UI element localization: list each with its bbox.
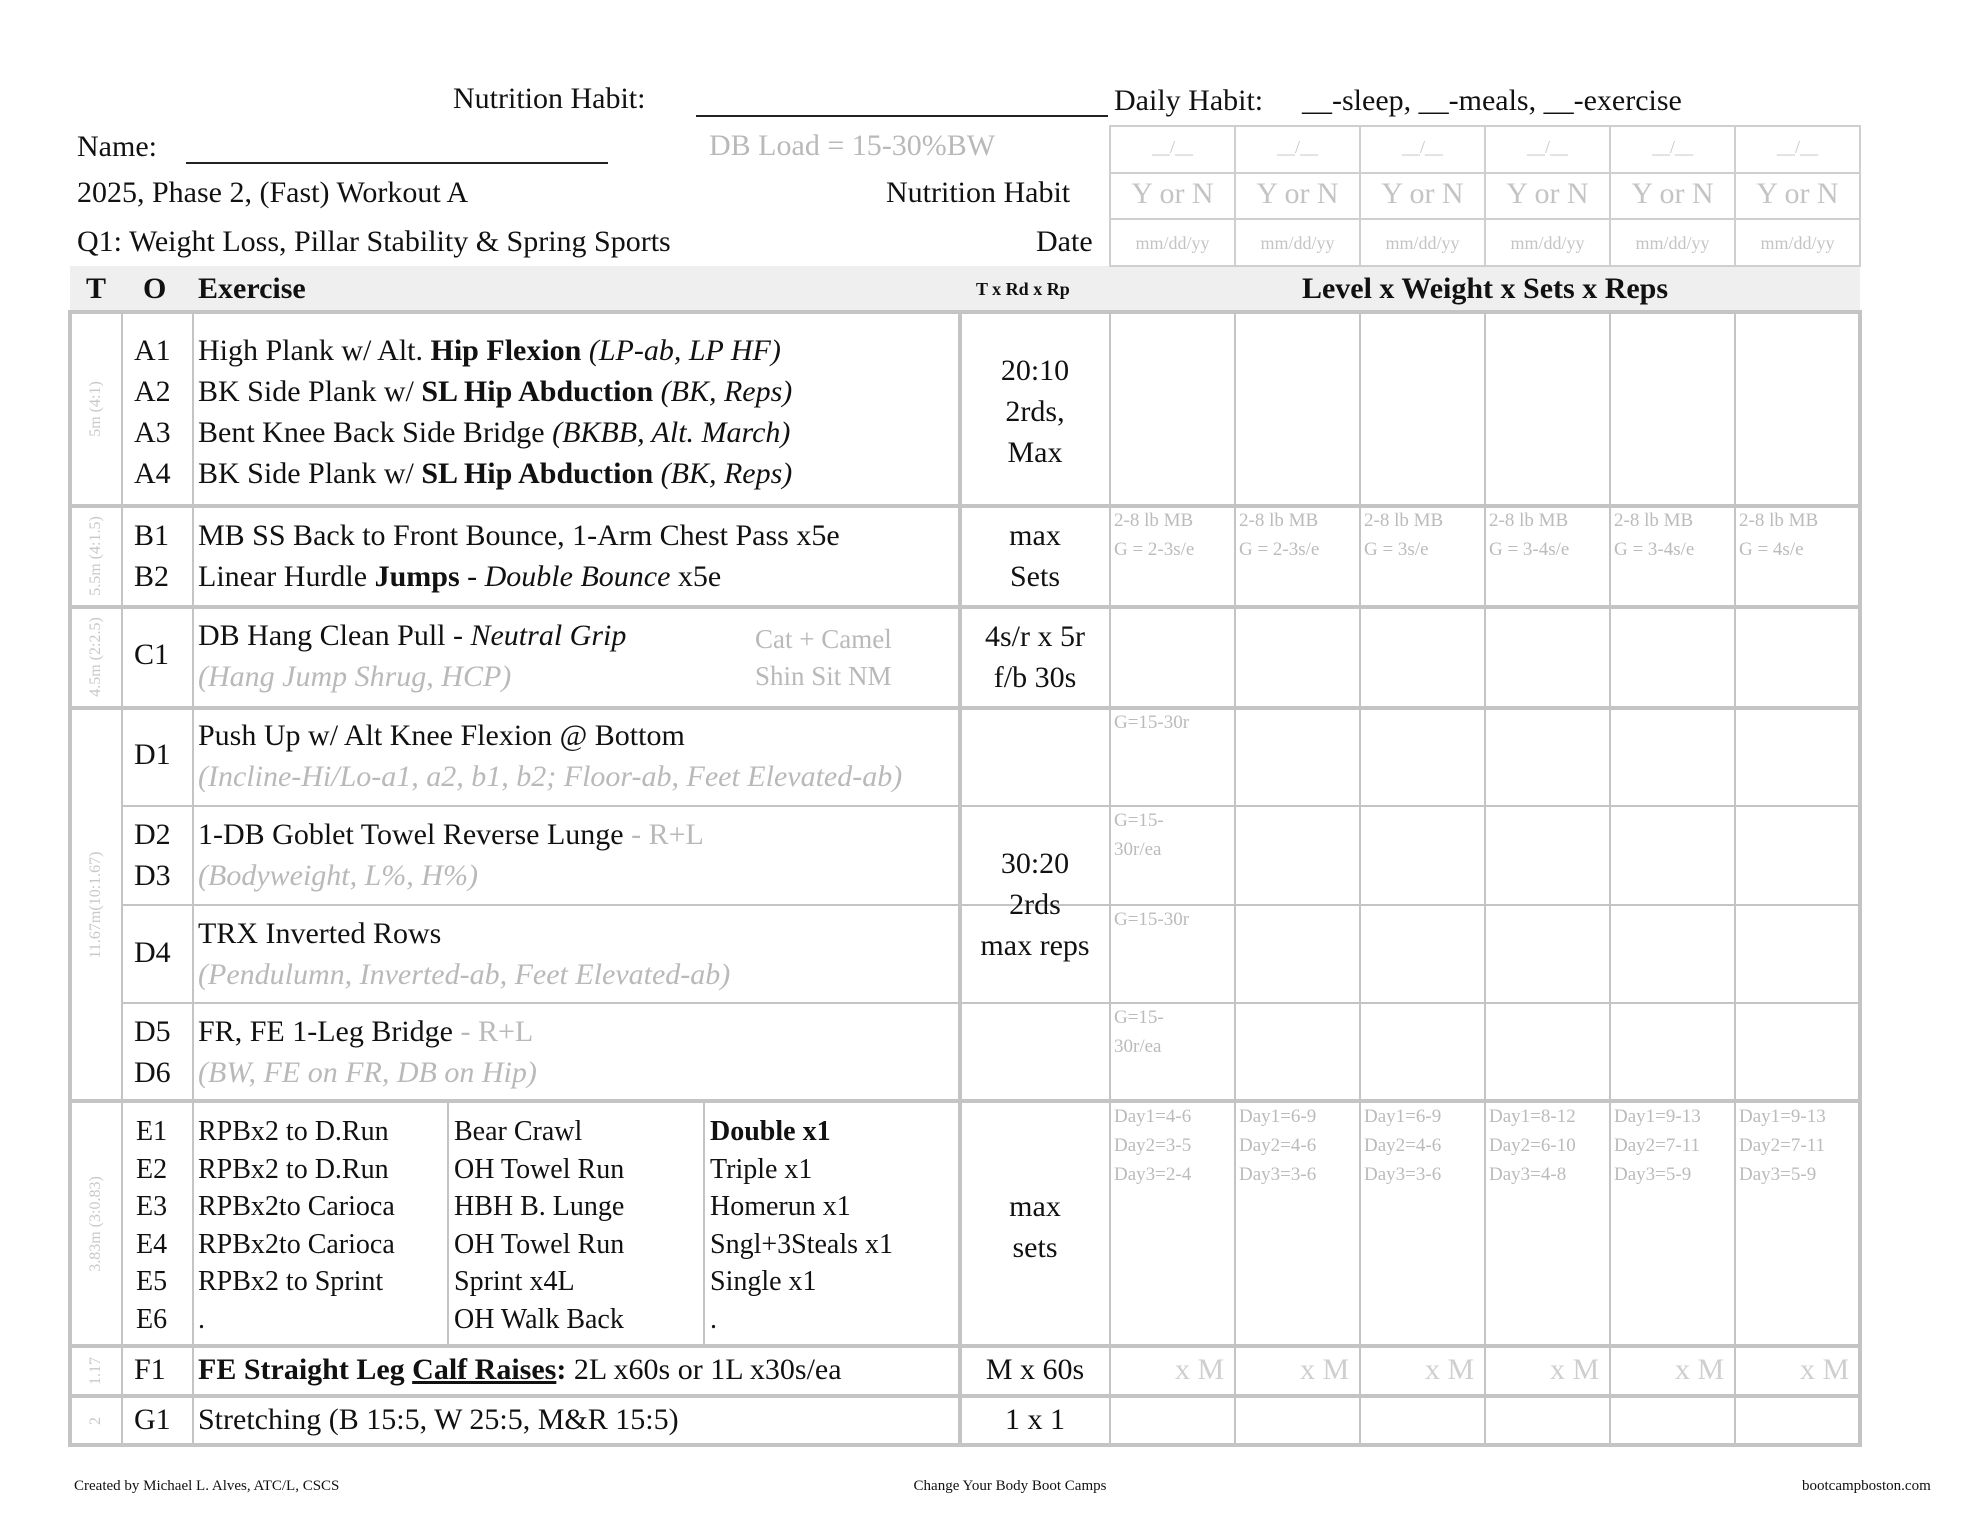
- footer-company: Change Your Body Boot Camps: [913, 1478, 1107, 1494]
- day3-date[interactable]: mm/dd/yy: [1385, 233, 1460, 253]
- d1-goal: G=15-30r: [1114, 712, 1190, 733]
- day5-yn[interactable]: Y or N: [1631, 177, 1714, 210]
- b-note-day3: 2-8 lb MB G = 3s/e: [1364, 510, 1444, 560]
- order-a3: A3: [134, 416, 171, 449]
- f-xm-day6[interactable]: x M: [1800, 1353, 1850, 1386]
- b-note-day4: 2-8 lb MB G = 3-4s/e: [1489, 510, 1570, 560]
- workout-title: 2025, Phase 2, (Fast) Workout A: [77, 176, 469, 209]
- day6-yn[interactable]: Y or N: [1756, 177, 1839, 210]
- order-g1: G1: [134, 1403, 171, 1436]
- exercise-c1-sub: (Hang Jump Shrug, HCP): [198, 660, 512, 693]
- e-note-day6: Day1=9-13 Day2=7-11 Day3=5-9: [1739, 1106, 1826, 1185]
- block-a-time: 5m (4:1): [87, 381, 104, 437]
- nutrition-habit-label: Nutrition Habit:: [453, 82, 646, 115]
- order-a1: A1: [134, 334, 171, 367]
- block-b-time: 5.5m (4:1.5): [87, 516, 104, 596]
- day-columns-header: [1110, 126, 1860, 266]
- exercise-c1: DB Hang Clean Pull - Neutral Grip: [198, 619, 627, 652]
- col-header-exercise: Exercise: [198, 272, 306, 305]
- order-c1: C1: [134, 638, 170, 671]
- footer-credit: Created by Michael L. Alves, ATC/L, CSCS: [74, 1478, 340, 1494]
- day2-blank[interactable]: __/__: [1276, 137, 1318, 157]
- f-xm-day2[interactable]: x M: [1300, 1353, 1350, 1386]
- quarter-focus: Q1: Weight Loss, Pillar Stability & Spring Sports: [77, 225, 671, 258]
- block-g-trdrp: 1 x 1: [1005, 1403, 1065, 1436]
- block-b-trdrp: max Sets: [1009, 519, 1061, 593]
- date-row-label: Date: [1036, 225, 1093, 258]
- nutrition-habit-line[interactable]: [696, 115, 1108, 117]
- f-xm-day5[interactable]: x M: [1675, 1353, 1725, 1386]
- block-c-time: 4.5m (2:2.5): [87, 617, 104, 697]
- col-header-level: Level x Weight x Sets x Reps: [1301, 272, 1669, 305]
- block-g-time: 2: [87, 1417, 104, 1425]
- b-note-day6: 2-8 lb MB G = 4s/e: [1739, 510, 1819, 560]
- block-b-exercises: [198, 515, 840, 597]
- b-note-day1: 2-8 lb MB G = 2-3s/e: [1114, 510, 1195, 560]
- b-note-day2: 2-8 lb MB G = 2-3s/e: [1239, 510, 1320, 560]
- block-a-trdrp: 20:10 2rds, Max: [1000, 354, 1070, 469]
- block-e-time: 3.83m (3:0.83): [87, 1176, 104, 1272]
- e-note-day4: Day1=8-12 Day2=6-10 Day3=4-8: [1489, 1106, 1576, 1185]
- day2-date[interactable]: mm/dd/yy: [1260, 233, 1335, 253]
- db-load: DB Load = 15-30%BW: [709, 129, 996, 162]
- block-e-col3: Double x1 Triple x1 Homerun x1 Sngl+3Steals x1 Single x1 .: [710, 1116, 894, 1335]
- exercise-b1: MB SS Back to Front Bounce, 1-Arm Chest Pass x5e: [198, 519, 840, 552]
- e-note-day5: Day1=9-13 Day2=7-11 Day3=5-9: [1614, 1106, 1701, 1185]
- block-e-orders: E1 E2 E3 E4 E5 E6: [136, 1116, 168, 1335]
- order-f1: F1: [134, 1353, 166, 1386]
- name-label: Name:: [77, 130, 157, 163]
- order-d4: D4: [134, 936, 171, 969]
- exercise-d2-d3: 1-DB Goblet Towel Reverse Lunge - R+L (Bodyweight, L%, H%): [198, 818, 704, 892]
- block-c-exercise: [198, 615, 626, 697]
- block-e-col1: RPBx2 to D.Run RPBx2 to D.Run RPBx2to Carioca RPBx2to Carioca RPBx2 to Sprint .: [198, 1116, 395, 1335]
- exercise-d4: TRX Inverted Rows (Pendulumn, Inverted-ab, Feet Elevated-ab): [198, 917, 731, 991]
- day4-blank[interactable]: __/__: [1526, 137, 1568, 157]
- e-note-day2: Day1=6-9 Day2=4-6 Day3=3-6: [1239, 1106, 1317, 1185]
- orders-d5-d6: D5 D6: [134, 1015, 171, 1089]
- block-f-time: 1.17: [87, 1357, 104, 1385]
- day3-blank[interactable]: __/__: [1401, 137, 1443, 157]
- day5-blank[interactable]: __/__: [1651, 137, 1693, 157]
- orders-d2-d3: D2 D3: [134, 818, 171, 892]
- exercise-g1: Stretching (B 15:5, W 25:5, M&R 15:5): [198, 1403, 679, 1436]
- f-xm-day1[interactable]: x M: [1175, 1353, 1225, 1386]
- f-xm-day4[interactable]: x M: [1550, 1353, 1600, 1386]
- block-d-time: 11.67m(10:1.67): [87, 851, 104, 959]
- order-a2: A2: [134, 375, 171, 408]
- exercise-a1: High Plank w/ Alt. Hip Flexion (LP-ab, LP HF): [198, 334, 781, 367]
- block-a-orders: [134, 330, 171, 494]
- day1-date[interactable]: mm/dd/yy: [1135, 233, 1210, 253]
- name-line[interactable]: [186, 162, 608, 164]
- day4-date[interactable]: mm/dd/yy: [1510, 233, 1585, 253]
- order-b2: B2: [134, 560, 170, 593]
- block-e-col2: Bear Crawl OH Towel Run HBH B. Lunge OH Towel Run Sprint x4L OH Walk Back: [454, 1116, 625, 1335]
- exercise-a2: BK Side Plank w/ SL Hip Abduction (BK, Reps): [198, 375, 793, 408]
- footer-website[interactable]: bootcampboston.com: [1802, 1478, 1931, 1494]
- block-c-side: Cat + Camel Shin Sit NM: [755, 624, 892, 691]
- block-e-trdrp: max sets: [1009, 1190, 1061, 1264]
- f-xm-day3[interactable]: x M: [1425, 1353, 1475, 1386]
- day6-date[interactable]: mm/dd/yy: [1760, 233, 1835, 253]
- nutrition-habit-row-label: Nutrition Habit: [886, 176, 1071, 209]
- day3-yn[interactable]: Y or N: [1381, 177, 1464, 210]
- day2-yn[interactable]: Y or N: [1256, 177, 1339, 210]
- day6-blank[interactable]: __/__: [1776, 137, 1818, 157]
- b-note-day5: 2-8 lb MB G = 3-4s/e: [1614, 510, 1695, 560]
- exercise-a3: Bent Knee Back Side Bridge (BKBB, Alt. March): [198, 416, 791, 449]
- block-d-trdrp: 30:20 2rds max reps: [980, 847, 1090, 962]
- exercise-a4: BK Side Plank w/ SL Hip Abduction (BK, Reps): [198, 457, 793, 490]
- exercise-d5-d6: FR, FE 1-Leg Bridge - R+L (BW, FE on FR, DB on Hip): [198, 1015, 537, 1089]
- d56-goal: G=15- 30r/ea: [1114, 1007, 1164, 1057]
- col-header-o: O: [143, 272, 167, 305]
- exercise-d1: Push Up w/ Alt Knee Flexion @ Bottom (Incline-Hi/Lo-a1, a2, b1, b2; Floor-ab, Feet Elevated-ab): [198, 719, 903, 793]
- daily-habit-text[interactable]: __-sleep, __-meals, __-exercise: [1302, 84, 1682, 117]
- d23-goal: G=15- 30r/ea: [1114, 810, 1164, 860]
- order-a4: A4: [134, 457, 171, 490]
- block-f-trdrp: M x 60s: [985, 1353, 1085, 1386]
- col-header-trdrp: T x Rd x Rp: [976, 279, 1070, 299]
- block-c-trdrp: 4s/r x 5r f/b 30s: [985, 620, 1085, 694]
- exercise-b2: Linear Hurdle Jumps - Double Bounce x5e: [198, 560, 722, 593]
- col-header-t: T: [86, 272, 107, 305]
- day4-yn[interactable]: Y or N: [1506, 177, 1589, 210]
- d4-goal: G=15-30r: [1114, 909, 1190, 930]
- order-d1: D1: [134, 738, 171, 771]
- daily-habit-label: Daily Habit:: [1114, 84, 1264, 117]
- day5-date[interactable]: mm/dd/yy: [1635, 233, 1710, 253]
- order-b1: B1: [134, 519, 170, 552]
- e-note-day1: Day1=4-6 Day2=3-5 Day3=2-4: [1114, 1106, 1192, 1185]
- block-b-orders: [134, 515, 169, 597]
- day1-blank[interactable]: __/__: [1151, 137, 1193, 157]
- e-note-day3: Day1=6-9 Day2=4-6 Day3=3-6: [1364, 1106, 1442, 1185]
- exercise-f1: FE Straight Leg Calf Raises: 2L x60s or 1L x30s/ea: [198, 1353, 842, 1386]
- block-a-exercises: [198, 330, 792, 494]
- day1-yn[interactable]: Y or N: [1131, 177, 1214, 210]
